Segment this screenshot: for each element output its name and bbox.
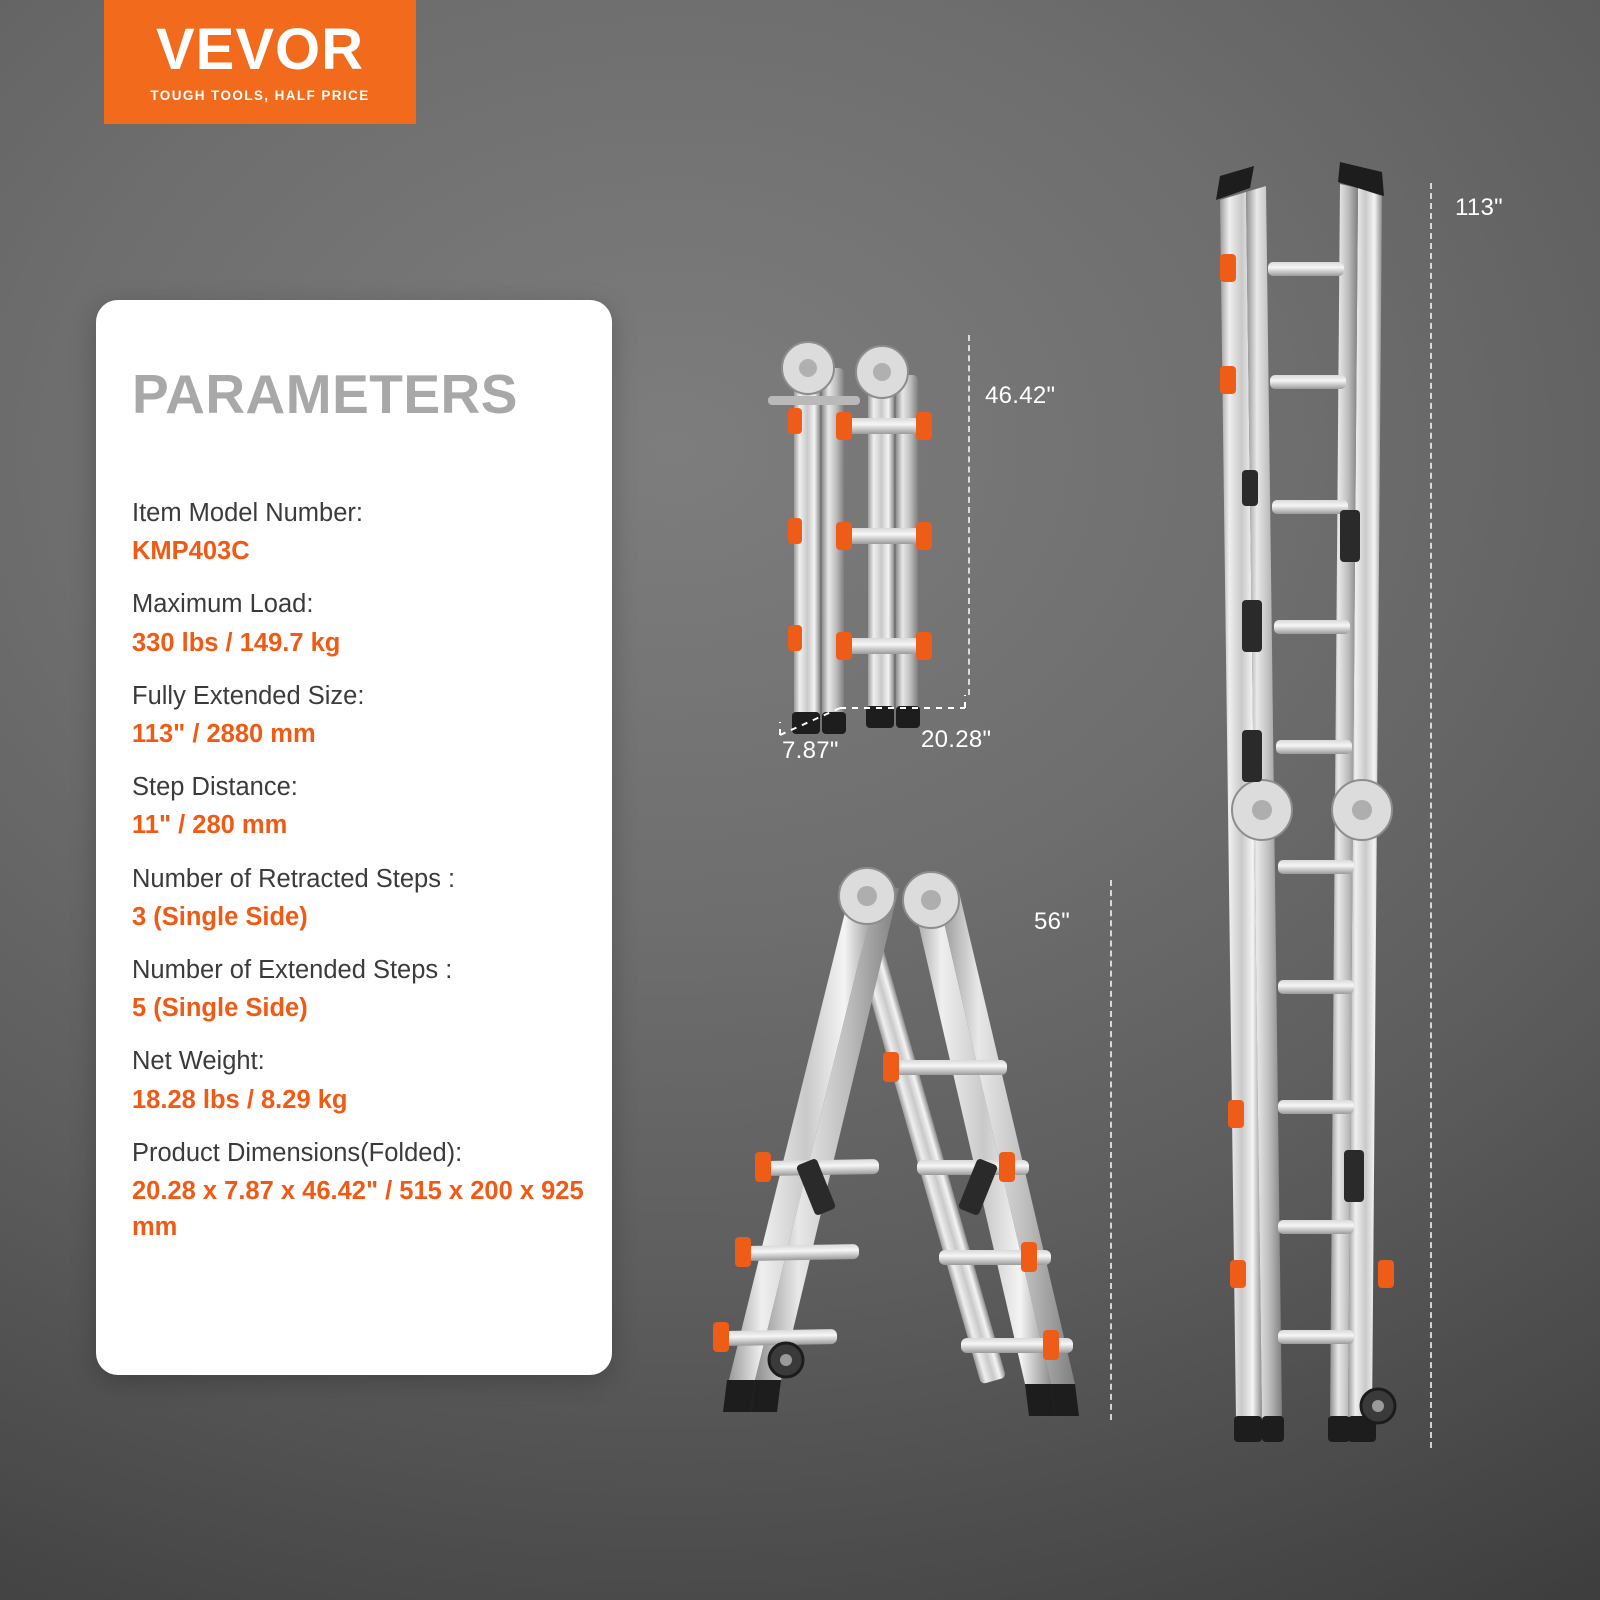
- brand-tagline: TOUGH TOOLS, HALF PRICE: [150, 88, 370, 103]
- dim-label-folded-depth: 7.87": [782, 737, 839, 764]
- spec-list: [132, 495, 588, 1262]
- spec-label: Number of Extended Steps :: [132, 956, 453, 985]
- spec-value: 5 (Single Side): [132, 994, 308, 1023]
- page-title: PARAMETERS: [132, 363, 518, 425]
- a-frame-ladder-view: [655, 860, 1115, 1440]
- spec-value: 113" / 2880 mm: [132, 720, 316, 749]
- brand-name: VEVOR: [155, 17, 365, 82]
- spec-item-folded-dimensions: [132, 1135, 588, 1246]
- extended-ladder-view: [1190, 170, 1440, 1460]
- spec-item-max-load: [132, 586, 588, 660]
- parameters-card: [96, 300, 612, 1375]
- dim-label-folded-width: 20.28": [921, 726, 992, 753]
- vevor-logo: [104, 0, 416, 124]
- spec-label: Number of Retracted Steps :: [132, 864, 456, 893]
- spec-item-model: [132, 495, 588, 569]
- dim-label-folded-height: 46.42": [985, 382, 1056, 409]
- spec-label: Item Model Number:: [132, 499, 363, 527]
- folded-ladder-view: [760, 320, 1020, 740]
- spec-label: Fully Extended Size:: [132, 681, 365, 710]
- spec-item-net-weight: [132, 1043, 588, 1117]
- dim-label-a-frame-height: 56": [1034, 908, 1071, 935]
- spec-value: 3 (Single Side): [132, 902, 308, 931]
- spec-item-retracted-steps: [132, 861, 588, 935]
- spec-item-extended-steps: [132, 952, 588, 1026]
- spec-value: 18.28 lbs / 8.29 kg: [132, 1085, 348, 1114]
- spec-label: Product Dimensions(Folded):: [132, 1138, 463, 1167]
- spec-item-extended-size: [132, 678, 588, 752]
- spec-label: Step Distance:: [132, 773, 298, 802]
- spec-label: Net Weight:: [132, 1047, 265, 1076]
- spec-label: Maximum Load:: [132, 590, 314, 619]
- spec-value: 11" / 280 mm: [132, 811, 288, 840]
- spec-value: 20.28 x 7.87 x 46.42" / 515 x 200 x 925 mm: [132, 1177, 584, 1242]
- spec-value: KMP403C: [132, 537, 250, 566]
- spec-item-step-distance: [132, 769, 588, 843]
- spec-value: 330 lbs / 149.7 kg: [132, 628, 341, 657]
- dim-label-extended-height: 113": [1455, 194, 1503, 221]
